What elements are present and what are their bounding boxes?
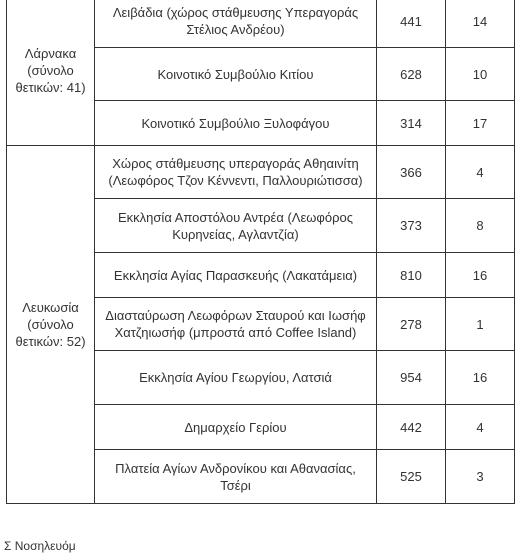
location-cell: Εκκλησία Αγίου Γεωργίου, Λατσιά (95, 351, 377, 405)
positives-cell: 14 (446, 0, 515, 48)
table-row (7, 0, 515, 48)
tests-cell: 525 (377, 450, 446, 504)
table-row (7, 146, 515, 199)
location-cell: Χώρος στάθμευσης υπεραγοράς Αθηαινίτη (Λεωφόρος Τζον Κέννεντι, Παλλουριώτισσα) (95, 146, 377, 199)
positives-cell: 8 (446, 199, 515, 253)
positives-cell: 4 (446, 146, 515, 199)
footer-text-cut: Σ Νοσηλευόμ (4, 539, 76, 553)
location-cell: Εκκλησία Αποστόλου Αντρέα (Λεωφόρος Κυρηνείας, Αγλαντζία) (95, 199, 377, 253)
region-total: (σύνολο θετικών: 52) (15, 317, 86, 349)
tests-cell: 442 (377, 405, 446, 450)
tests-cell: 441 (377, 0, 446, 48)
positives-cell: 16 (446, 253, 515, 298)
tests-cell: 810 (377, 253, 446, 298)
region-total: (σύνολο θετικών: 41) (15, 62, 86, 95)
location-cell: Δημαρχείο Γερίου (95, 405, 377, 450)
positives-cell: 3 (446, 450, 515, 504)
location-cell: Διασταύρωση Λεωφόρων Σταυρού και Ιωσήφ Χατζηιωσήφ (μπροστά από Coffee Island) (95, 298, 377, 351)
location-cell: Λειβάδια (χώρος στάθμευσης Υπεραγοράς Στέλιος Ανδρέου) (95, 0, 377, 48)
tests-cell: 278 (377, 298, 446, 351)
positives-cell: 17 (446, 101, 515, 146)
location-cell: Εκκλησία Αγίας Παρασκευής (Λακατάμεια) (95, 253, 377, 298)
tests-cell: 954 (377, 351, 446, 405)
location-cell: Κοινοτικό Συμβούλιο Ξυλοφάγου (95, 101, 377, 146)
tests-cell: 373 (377, 199, 446, 253)
positives-cell: 1 (446, 298, 515, 351)
tests-cell: 314 (377, 101, 446, 146)
region-cell (7, 0, 95, 146)
results-table (6, 0, 515, 504)
region-name: Λάρνακα (24, 45, 77, 61)
location-cell: Κοινοτικό Συμβούλιο Κιτίου (95, 48, 377, 101)
region-cell (7, 146, 95, 504)
positives-cell: 10 (446, 48, 515, 101)
positives-cell: 4 (446, 405, 515, 450)
location-cell: Πλατεία Αγίων Ανδρονίκου και Αθανασίας, Τσέρι (95, 450, 377, 504)
region-name: Λευκωσία (22, 300, 79, 315)
tests-cell: 628 (377, 48, 446, 101)
tests-cell: 366 (377, 146, 446, 199)
positives-cell: 16 (446, 351, 515, 405)
